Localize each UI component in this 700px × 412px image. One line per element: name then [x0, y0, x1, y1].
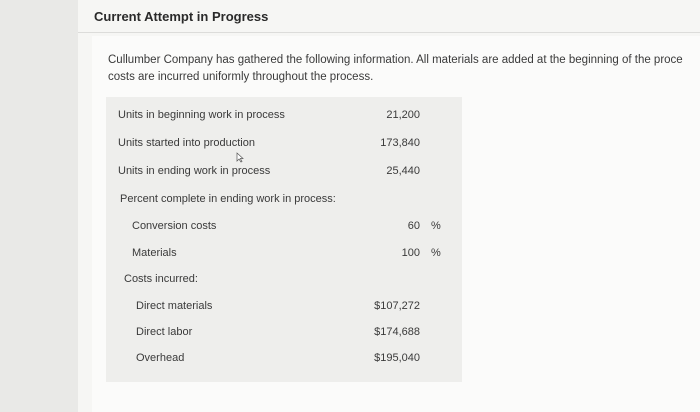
label-costs-incurred: Costs incurred:	[124, 273, 198, 285]
value-direct-labor: $174,688	[374, 326, 420, 338]
label-ending-wip: Units in ending work in process	[118, 165, 271, 177]
label-conversion-costs: Conversion costs	[132, 220, 217, 232]
problem-text-line-2: costs are incurred uniformly throughout the process.	[108, 71, 374, 83]
mouse-cursor-icon	[236, 152, 245, 163]
label-overhead: Overhead	[136, 352, 185, 364]
page-title: Current Attempt in Progress	[94, 9, 269, 24]
value-beginning-wip: 21,200	[386, 109, 420, 121]
problem-text	[108, 52, 700, 86]
value-materials: 100	[401, 247, 420, 259]
header-divider	[78, 32, 700, 33]
value-direct-materials: $107,272	[374, 300, 420, 312]
value-overhead: $195,040	[374, 352, 420, 364]
label-materials: Materials	[132, 247, 177, 259]
value-conversion-costs: 60	[407, 220, 420, 232]
label-units-started: Units started into production	[118, 137, 255, 149]
unit-materials-percent: %	[431, 247, 441, 259]
label-direct-materials: Direct materials	[136, 300, 213, 312]
value-ending-wip: 25,440	[386, 165, 420, 177]
label-beginning-wip: Units in beginning work in process	[118, 109, 285, 121]
unit-conversion-percent: %	[431, 220, 441, 232]
label-percent-complete: Percent complete in ending work in process:	[120, 193, 336, 205]
value-units-started: 173,840	[380, 137, 420, 149]
label-direct-labor: Direct labor	[136, 326, 193, 338]
problem-text-line-1: Cullumber Company has gathered the following information. All materials are added at the beginning of the proce	[108, 54, 683, 66]
